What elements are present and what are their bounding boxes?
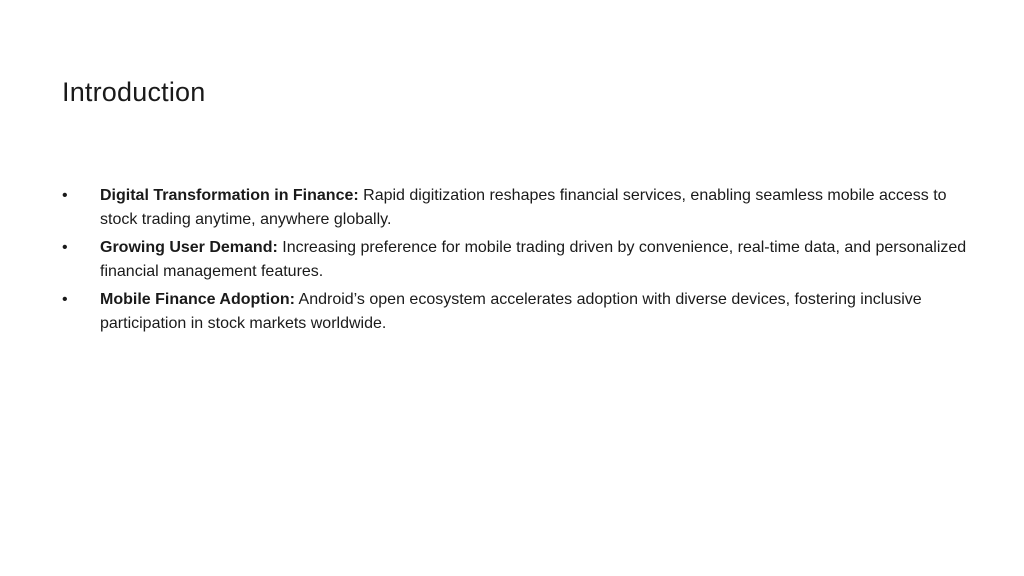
bullet-dot-icon: • [62,291,68,308]
bullet-text: Rapid digitization reshapes financial services, enabling seamless mobile access to stock trading anytime, anywhere globally. [100,187,947,228]
bullet-dot-icon: • [62,239,68,256]
bullet-item-digital-transformation [62,184,967,232]
slide-title: Introduction [62,77,206,107]
bullet-dot-icon: • [62,187,68,204]
bullet-list [62,184,967,340]
bullet-text: Increasing preference for mobile trading driven by convenience, real-time data, and personalized financial management features. [100,239,967,280]
bullet-item-growing-user-demand [62,236,967,284]
bullet-heading: Mobile Finance Adoption: [100,291,295,308]
bullet-text: Android’s open ecosystem accelerates adoption with diverse devices, fostering inclusive participation in stock markets worldwide. [100,291,922,332]
bullet-heading: Growing User Demand: [100,239,278,256]
bullet-item-mobile-finance-adoption [62,288,967,336]
bullet-heading: Digital Transformation in Finance: [100,187,359,204]
